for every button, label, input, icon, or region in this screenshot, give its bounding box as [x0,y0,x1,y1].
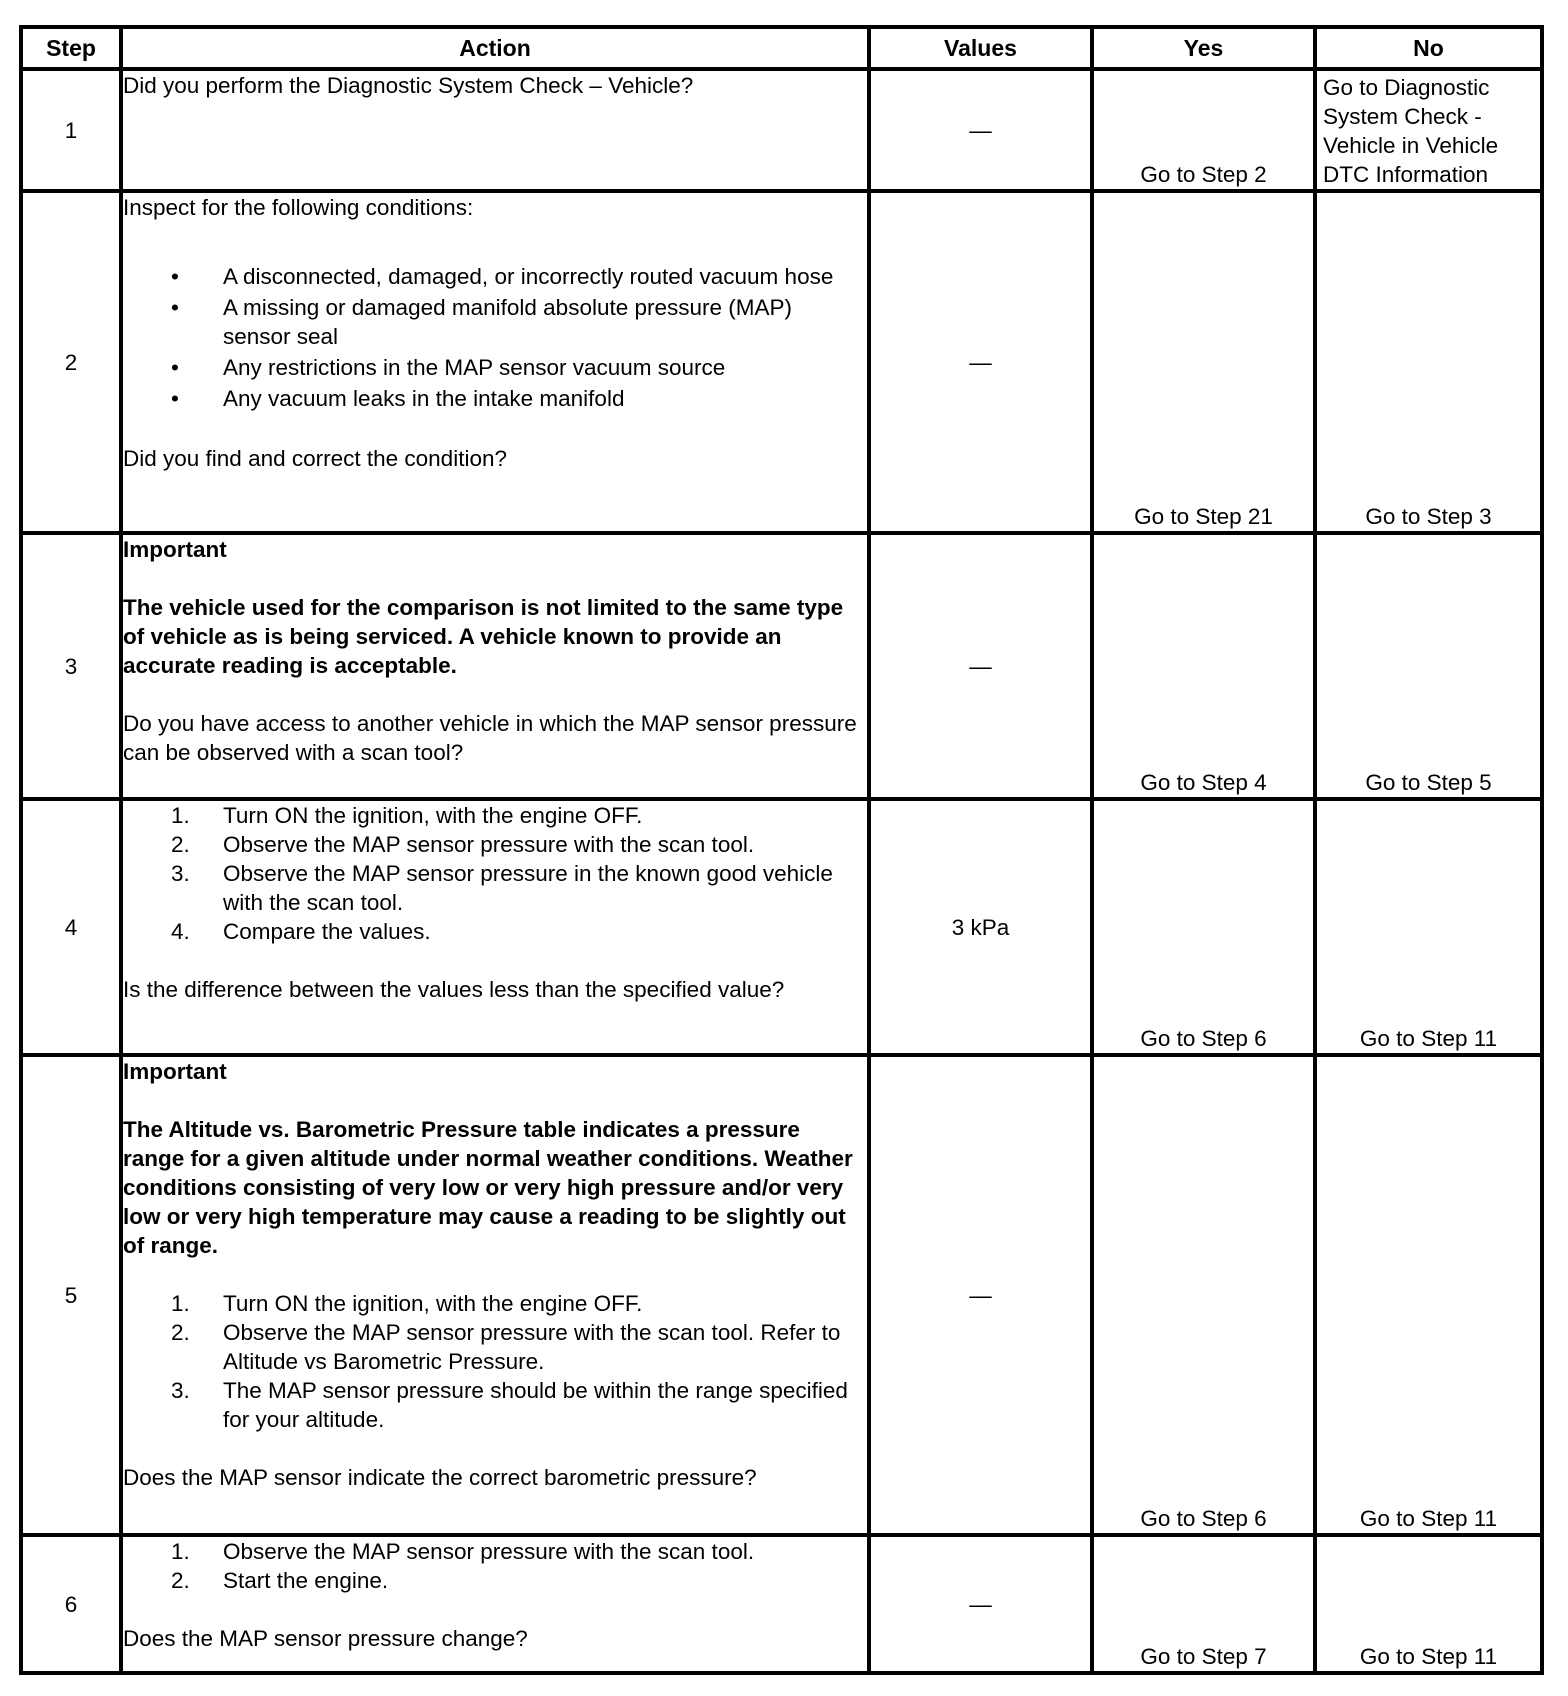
yes-cell: Go to Step 2 [1092,69,1315,191]
action-question: Do you have access to another vehicle in which the MAP sensor pressure can be observed with a scan tool? [123,711,857,765]
condition-list [123,262,867,413]
diagnostic-table [19,25,1544,1675]
procedure-list [123,801,867,946]
no-line: System Check - [1323,104,1482,129]
value-cell: — [869,533,1092,799]
important-label: Important [123,1059,227,1084]
list-item: • Any restrictions in the MAP sensor vacuum source [123,353,867,382]
step-number: 4 [21,799,121,1055]
yes-cell: Go to Step 21 [1092,191,1315,533]
action-question: Did you find and correct the condition? [123,446,507,471]
action-cell [121,799,869,1055]
procedure-list [123,1537,867,1595]
list-item: 2. Observe the MAP sensor pressure with the scan tool. Refer to Altitude vs Barometric Pressure. [171,1320,841,1374]
no-cell: Go to Step 5 [1315,533,1542,799]
no-cell [1315,69,1542,191]
action-question: Is the difference between the values less than the specified value? [123,977,785,1002]
value-cell: — [869,191,1092,533]
action-intro: Inspect for the following conditions: [123,195,474,220]
table-row [21,1055,1542,1535]
table-row [21,69,1542,191]
header-step: Step [21,27,121,69]
important-note: The Altitude vs. Barometric Pressure table indicates a pressure range for a given altitude under normal weather conditions. Weather conditions consisting of very low or very high pressure and/or very low or very high temperature may cause a reading to be slightly out of range. [123,1117,853,1258]
yes-cell: Go to Step 7 [1092,1535,1315,1673]
action-cell [121,191,869,533]
header-action: Action [121,27,869,69]
action-question: Does the MAP sensor pressure change? [123,1626,528,1651]
step-number: 2 [21,191,121,533]
header-values: Values [869,27,1092,69]
list-item: 3. Observe the MAP sensor pressure in the known good vehicle with the scan tool. [171,861,833,915]
list-item: • A missing or damaged manifold absolute pressure (MAP) sensor seal [123,293,867,351]
table-row [21,533,1542,799]
list-item: 1. Observe the MAP sensor pressure with the scan tool. [171,1539,755,1564]
table-row [21,191,1542,533]
header-no: No [1315,27,1542,69]
no-cell: Go to Step 3 [1315,191,1542,533]
no-line: Go to Diagnostic [1323,75,1490,100]
step-number: 1 [21,69,121,191]
action-question: Did you perform the Diagnostic System Check – Vehicle? [123,73,694,98]
procedure-list [123,1289,867,1434]
action-cell [121,1055,869,1535]
value-cell: — [869,1535,1092,1673]
action-cell [121,1535,869,1673]
list-item: 2. Observe the MAP sensor pressure with the scan tool. [171,832,755,857]
important-note: The vehicle used for the comparison is not limited to the same type of vehicle as is being serviced. A vehicle known to provide an accurate reading is acceptable. [123,595,844,678]
action-question: Does the MAP sensor indicate the correct barometric pressure? [123,1465,757,1490]
table-row [21,799,1542,1055]
header-yes: Yes [1092,27,1315,69]
no-cell: Go to Step 11 [1315,1055,1542,1535]
no-line: Vehicle in Vehicle [1323,133,1499,158]
action-cell [121,69,869,191]
important-label: Important [123,537,227,562]
list-item: • A disconnected, damaged, or incorrectly routed vacuum hose [123,262,867,291]
list-item: • Any vacuum leaks in the intake manifold [123,384,867,413]
yes-cell: Go to Step 4 [1092,533,1315,799]
list-item: 4. Compare the values. [171,919,431,944]
header-row [21,27,1542,69]
list-item: 2. Start the engine. [171,1568,389,1593]
no-line: DTC Information [1323,162,1489,187]
list-item: 1. Turn ON the ignition, with the engine OFF. [171,1291,643,1316]
diagnostic-document [19,25,1544,1675]
yes-cell: Go to Step 6 [1092,799,1315,1055]
value-cell: — [869,1055,1092,1535]
step-number: 3 [21,533,121,799]
action-cell [121,533,869,799]
value-cell: 3 kPa [869,799,1092,1055]
no-cell: Go to Step 11 [1315,1535,1542,1673]
yes-cell: Go to Step 6 [1092,1055,1315,1535]
step-number: 5 [21,1055,121,1535]
no-cell: Go to Step 11 [1315,799,1542,1055]
table-row [21,1535,1542,1673]
list-item: 1. Turn ON the ignition, with the engine OFF. [171,803,643,828]
value-cell: — [869,69,1092,191]
step-number: 6 [21,1535,121,1673]
list-item: 3. The MAP sensor pressure should be within the range specified for your altitude. [171,1378,848,1432]
